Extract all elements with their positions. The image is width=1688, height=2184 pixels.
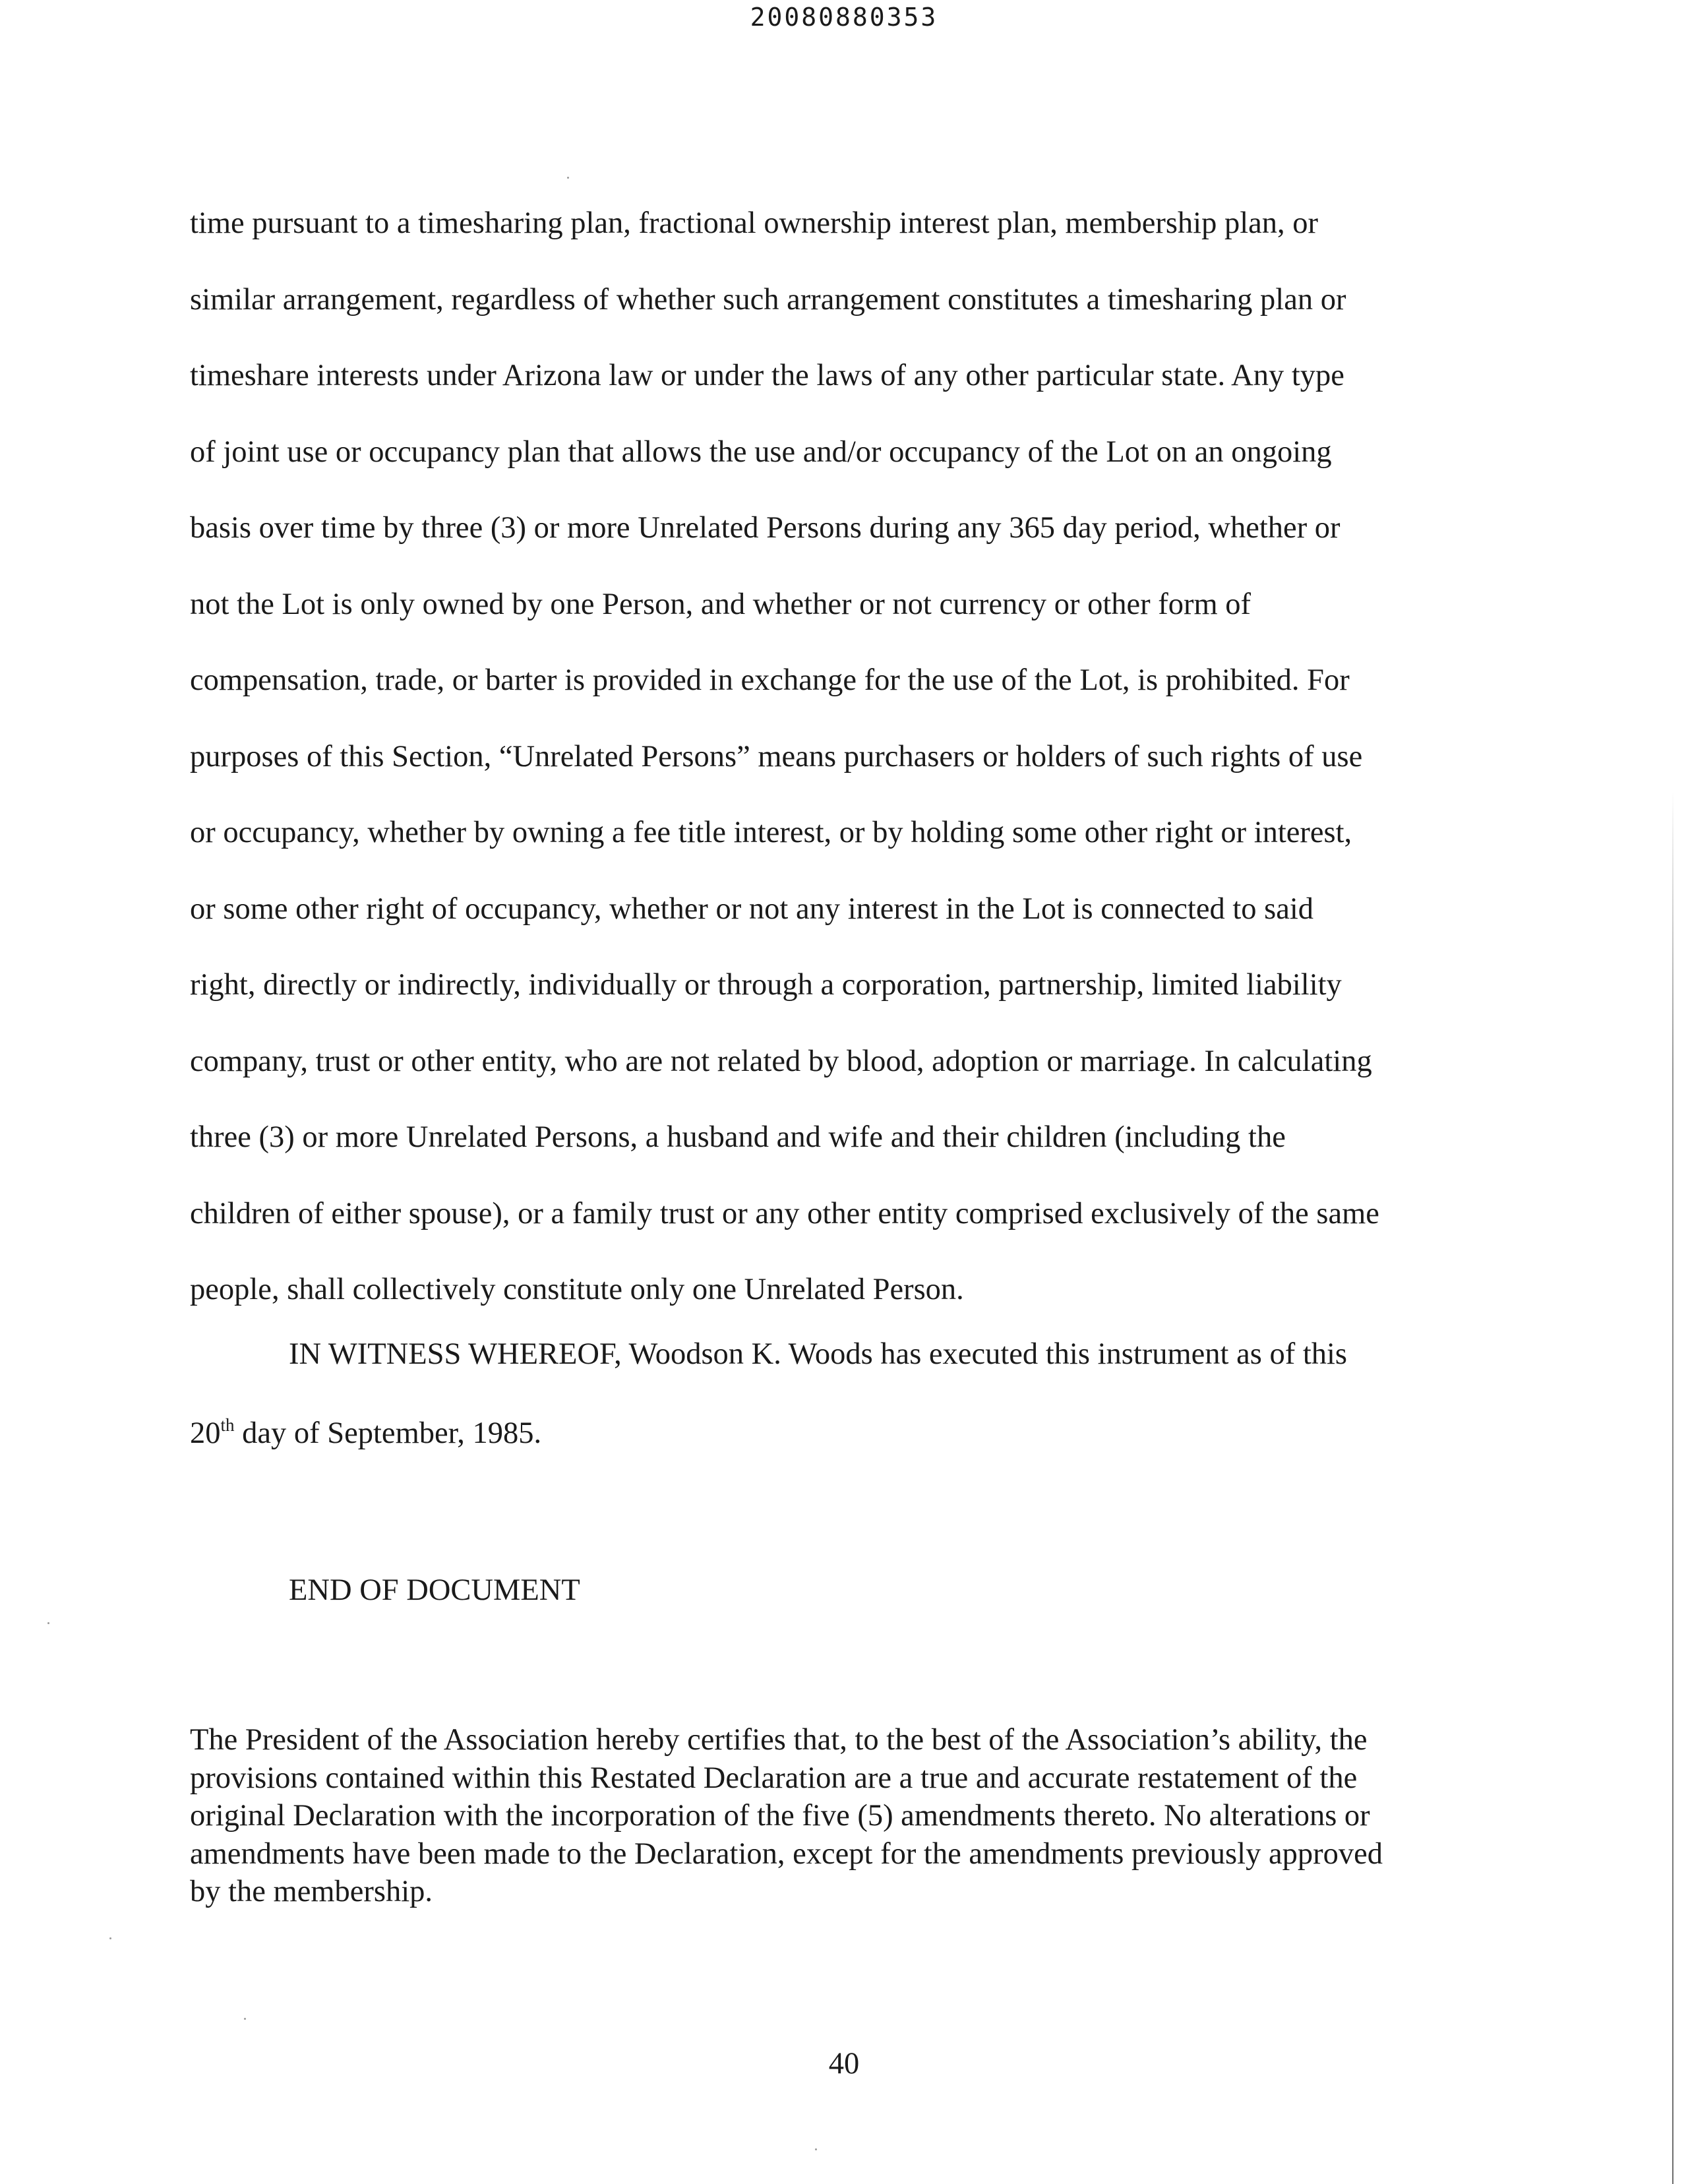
body-line: or some other right of occupancy, whether or not any interest in the Lot is connected to said (190, 892, 1314, 926)
witness-line: IN WITNESS WHEREOF, Woodson K. Woods has executed this instrument as of this (289, 1337, 1347, 1371)
body-paragraph (190, 193, 1509, 1336)
scan-speck (109, 1937, 111, 1939)
body-line: basis over time by three (3) or more Unrelated Persons during any 365 day period, whether or (190, 511, 1341, 545)
body-line: time pursuant to a timesharing plan, fractional ownership interest plan, membership plan, or (190, 206, 1319, 240)
page-number: 40 (828, 2047, 860, 2080)
body-line: of joint use or occupancy plan that allows the use and/or occupancy of the Lot on an ongoing (190, 435, 1332, 469)
body-line: timeshare interests under Arizona law or under the laws of any other particular state. Any type (190, 359, 1344, 392)
scan-speck (815, 2148, 817, 2150)
body-line: similar arrangement, regardless of whether such arrangement constitutes a timesharing plan or (190, 282, 1346, 317)
body-line: or occupancy, whether by owning a fee title interest, or by holding some other right or interest, (190, 816, 1352, 849)
end-of-document-label: END OF DOCUMENT (289, 1573, 580, 1607)
body-line: three (3) or more Unrelated Persons, a husband and wife and their children (including the (190, 1120, 1286, 1154)
witness-date-rest: day of September, 1985. (234, 1416, 542, 1450)
body-line: children of either spouse), or a family trust or any other entity comprised exclusively of the same (190, 1196, 1379, 1230)
certification-paragraph (190, 1721, 1509, 1911)
witness-day: 20 (190, 1416, 221, 1450)
certification-line: original Declaration with the incorporation of the five (5) amendments thereto. No alterations or (190, 1799, 1370, 1833)
body-line: not the Lot is only owned by one Person, and whether or not currency or other form of (190, 587, 1251, 621)
body-line: right, directly or indirectly, individually or through a corporation, partnership, limited liability (190, 968, 1342, 1002)
witness-date-line (190, 1403, 1509, 1482)
scan-speck (567, 177, 569, 179)
certification-line: amendments have been made to the Declaration, except for the amendments previously approved (190, 1836, 1383, 1871)
scan-speck (244, 2018, 246, 2020)
scan-edge-line (1672, 791, 1673, 2184)
body-line: company, trust or other entity, who are not related by blood, adoption or marriage. In calculating (190, 1044, 1372, 1078)
body-line: purposes of this Section, “Unrelated Persons” means purchasers or holders of such rights of use (190, 739, 1363, 774)
certification-line: provisions contained within this Restated Declaration are a true and accurate restatement of the (190, 1761, 1358, 1795)
witness-clause (190, 1324, 1509, 1482)
witness-day-suffix: th (220, 1415, 235, 1435)
document-number: 20080880353 (750, 3, 938, 32)
body-line: compensation, trade, or barter is provided in exchange for the use of the Lot, is prohibited. For (190, 663, 1350, 697)
certification-line: by the membership. (190, 1875, 433, 1908)
scan-speck (47, 1622, 49, 1624)
certification-line: The President of the Association hereby certifies that, to the best of the Association’s ability, the (190, 1723, 1368, 1757)
body-line: people, shall collectively constitute only one Unrelated Person. (190, 1273, 964, 1306)
